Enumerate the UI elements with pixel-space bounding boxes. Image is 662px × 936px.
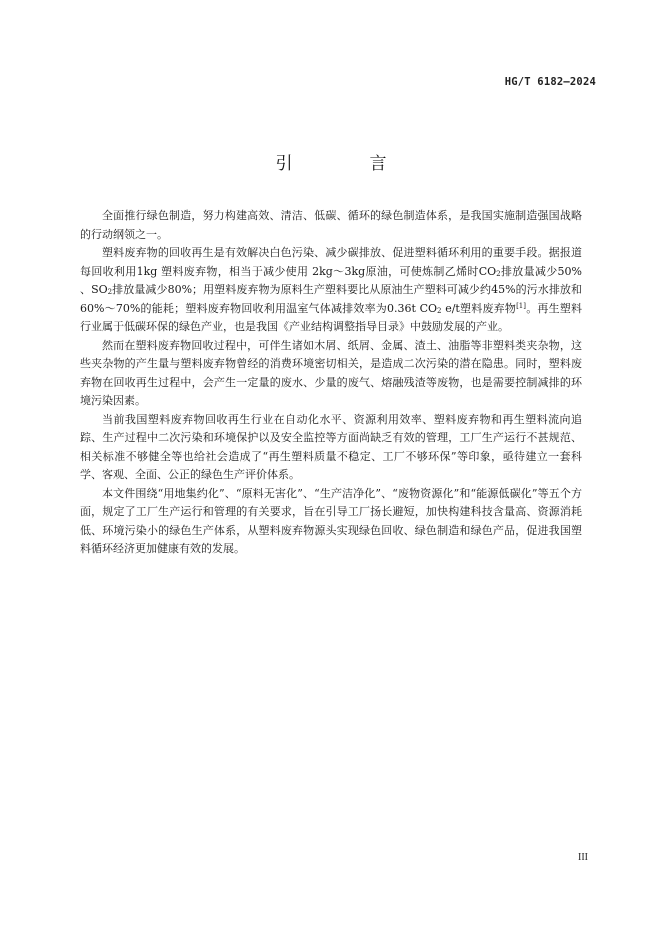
paragraph-industry-status: 当前我国塑料废弃物回收再生行业在自动化水平、资源利用效率、塑料废弃物和再生塑料流向追踪、生产过程中二次污染和环境保护以及安全监控等方面尚缺乏有效的管理，工厂生产运行不甚规范、相关标准不够健全等也给社会造成了“再生塑料质量不稳定、工厂不够环保”等印象，亟待建立一套科学、客观、全面、公正的绿色生产评价体系。 <box>80 412 582 481</box>
paragraph-document-scope: 本文件围绕“用地集约化”、“原料无害化”、“生产洁净化”、“废物资源化”和“能源低碳化”等五个方面，规定了工厂生产运行和管理的有关要求，旨在引导工厂扬长避短，加快构建科技含量高、资源消耗低、环境污染小的绿色生产体系，从塑料废弃物源头实现绿色回收、绿色制造和绿色产品，促进我国塑料循环经济更加健康有效的发展。 <box>80 486 582 555</box>
page-number: III <box>578 852 588 863</box>
subscript: 2 <box>107 288 113 296</box>
standard-code: HG/T 6182—2024 <box>504 76 596 88</box>
reference-marker: [1] <box>516 301 526 310</box>
page-title: 引 言 <box>275 154 417 174</box>
body-text <box>80 207 582 559</box>
paragraph-text: 。再生塑料行业属于低碳环保的绿色产业，也是我国《产业结构调整指导目录》中鼓励发展的产业。 <box>80 301 582 333</box>
subscript: 2 <box>437 306 442 315</box>
paragraph-green-manufacturing: 全面推行绿色制造，努力构建高效、清洁、低碳、循环的绿色制造体系，是我国实施制造强国战略的行动纲领之一。 <box>80 209 582 241</box>
paragraph-text: 排放量减少80%；用塑料废弃物为原料生产塑料要比从原油生产塑料可减少约45%的污水排放和60%～70%的能耗；塑料废弃物回收利用温室气体减排效率为0.36t CO <box>80 283 582 315</box>
paragraph-plastic-recycling-benefits <box>80 244 582 337</box>
paragraph-text: 塑料废弃物的回收再生是有效解决白色污染、减少碳排放、促进塑料循环利用的重要手段。据报道每回收利用1kg 塑料废弃物，相当于减少使用 2kg～3kg原油，可使炼制乙烯时CO <box>80 246 582 278</box>
paragraph-text: 排放量减少50% 、SO <box>80 264 583 296</box>
paragraph-text: e/t塑料废弃物 <box>441 301 517 315</box>
subscript: 2 <box>496 269 501 278</box>
paragraph-impurities: 然而在塑料废弃物回收过程中，可伴生诸如木屑、纸屑、金属、渣土、油脂等非塑料类夹杂物，这些夹杂物的产生量与塑料废弃物曾经的消费环境密切相关，是造成二次污染的潜在隐患。同时，塑料废弃物在回收再生过程中，会产生一定量的废水、少量的废气、熔融残渣等废物，也是需要控制减排的环境污染因素。 <box>80 338 582 407</box>
